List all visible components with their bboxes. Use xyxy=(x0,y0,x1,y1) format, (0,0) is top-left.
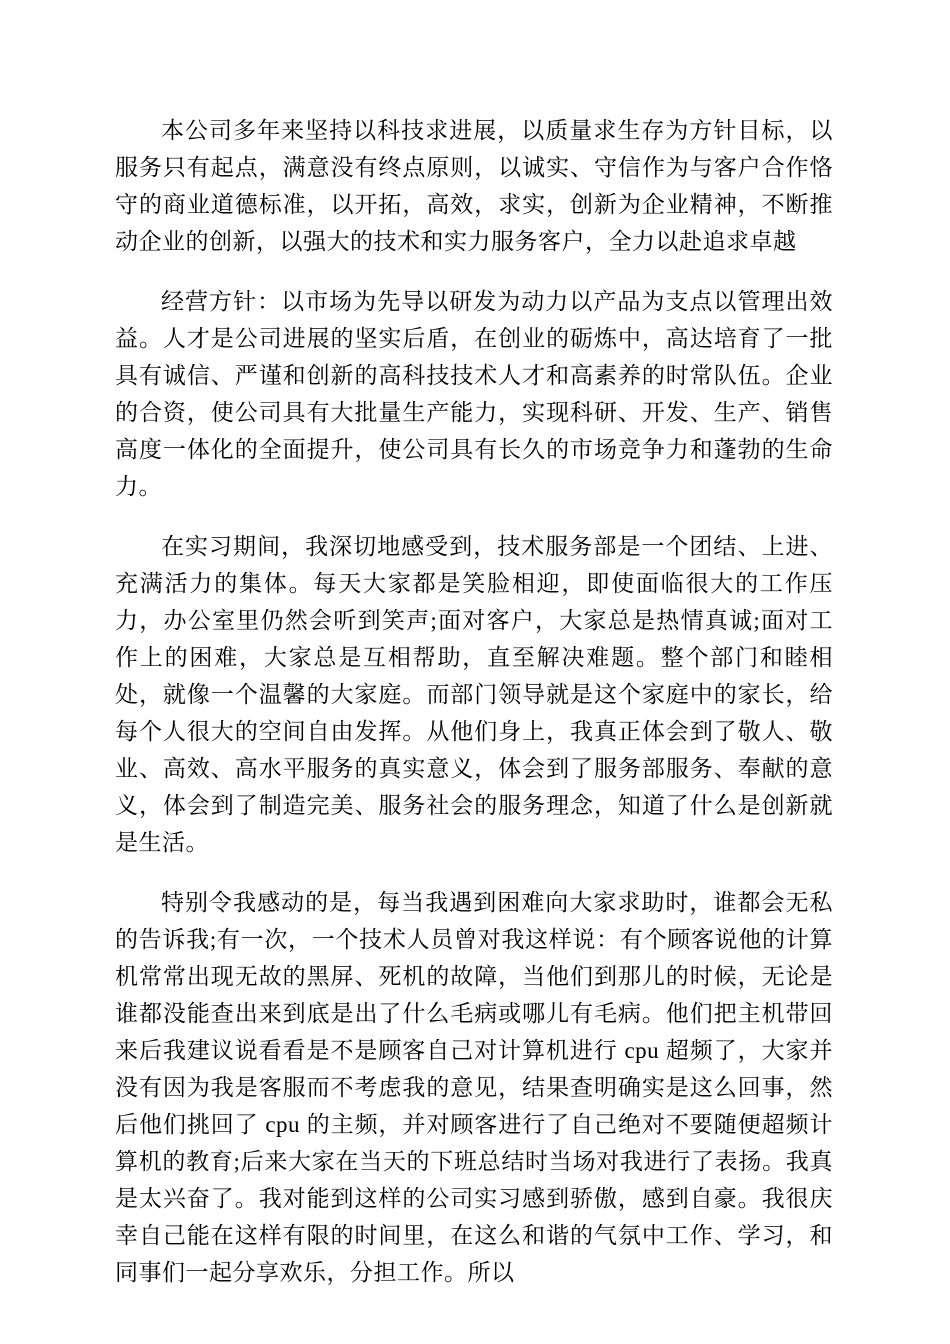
paragraph-internship-team: 在实习期间，我深切地感受到，技术服务部是一个团结、上进、充满活力的集体。每天大家都是笑脸相迎，即使面临很大的工作压力，办公室里仍然会听到笑声;面对客户，大家总是热情真诚;面对工作上的困难，大家总是互相帮助，直至解决难题。整个部门和睦相处，就像一个温馨的大家庭。而部门领导就是这个家庭中的家长，给每个人很大的空间自由发挥。从他们身上，我真正体会到了敬人、敬业、高效、高水平服务的真实意义，体会到了服务部服务、奉献的意义，体会到了制造完美、服务社会的服务理念，知道了什么是创新就是生活。 xyxy=(115,534,833,855)
paragraph-touching-story: 特别令我感动的是，每当我遇到困难向大家求助时，谁都会无私的告诉我;有一次，一个技术人员曾对我这样说：有个顾客说他的计算机常常出现无故的黑屏、死机的故障，当他们到那儿的时候，无论是谁都没能查出来到底是出了什么毛病或哪儿有毛病。他们把主机带回来后我建议说看看是不是顾客自己对计算机进行 cpu 超频了，大家并没有因为我是客服而不考虑我的意见，结果查明确实是这么回事，然后他们挑回了 cpu 的主频，并对顾客进行了自己绝对不要随便超频计算机的教育;后来大家在当天的下班总结时当场对我进行了表扬。我真是太兴奋了。我对能到这样的公司实习感到骄傲，感到自豪。我很庆幸自己能在这样有限的时间里，在这么和谐的气氛中工作、学习，和同事们一起分享欢乐，分担工作。所以 xyxy=(115,890,833,1285)
paragraph-company-mission: 本公司多年来坚持以科技求进展，以质量求生存为方针目标，以服务只有起点，满意没有终点原则，以诚实、守信作为与客户合作恪守的商业道德标准，以开拓，高效，求实，创新为企业精神，不断推动企业的创新，以强大的技术和实力服务客户，全力以赴追求卓越 xyxy=(115,118,833,254)
document-body xyxy=(115,112,833,1291)
paragraph-business-policy: 经营方针：以市场为先导以研发为动力以产品为支点以管理出效益。人才是公司进展的坚实后盾，在创业的砺炼中，高达培育了一批具有诚信、严谨和创新的高科技技术人才和高素养的时常队伍。企业的合资，使公司具有大批量生产能力，实现科研、开发、生产、销售高度一体化的全面提升，使公司具有长久的市场竞争力和蓬勃的生命力。 xyxy=(115,289,833,499)
